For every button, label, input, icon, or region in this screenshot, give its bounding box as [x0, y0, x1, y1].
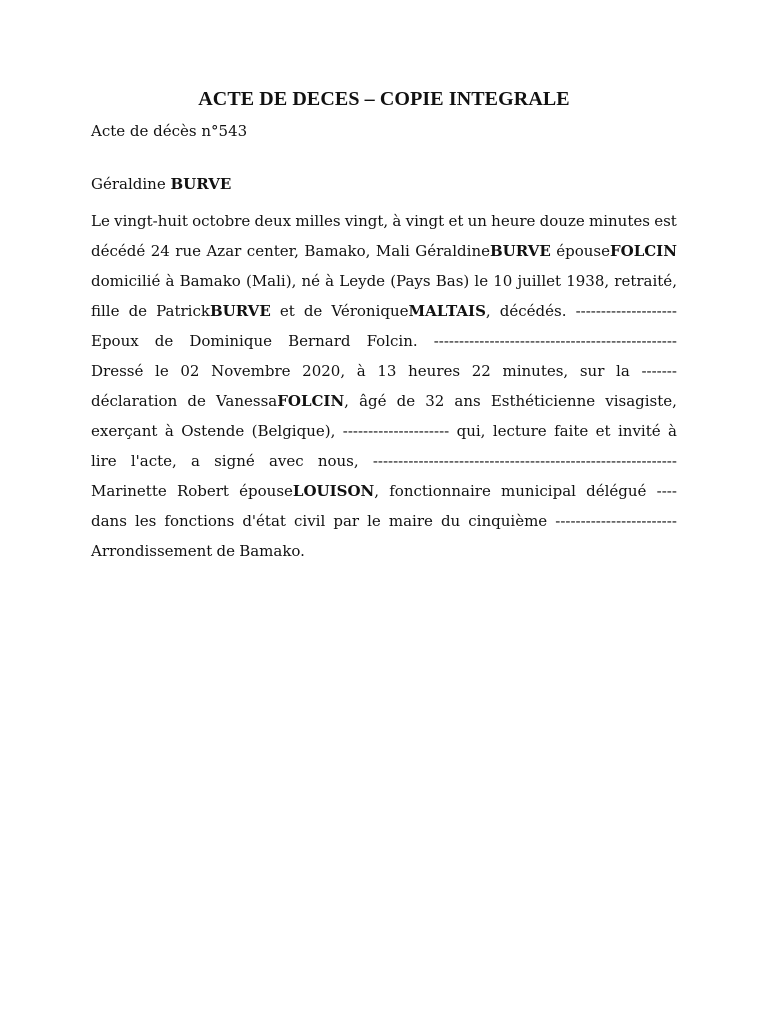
word: [151, 236, 170, 266]
text-run: Dominique: [189, 332, 272, 350]
word: [302, 356, 345, 386]
text-run: rue: [175, 242, 201, 260]
text-run: invité: [617, 422, 661, 440]
word: [491, 206, 535, 236]
word: [641, 356, 676, 386]
word: [500, 296, 567, 326]
text-run: Bas): [435, 272, 470, 290]
text-run: fille: [91, 302, 120, 320]
text-run: âgé: [359, 392, 387, 410]
bold-name: BURVE: [209, 302, 271, 320]
text-run: Mali: [375, 242, 410, 260]
text-run: exerçant: [91, 422, 158, 440]
text-run: ans: [454, 392, 481, 410]
text-run: le: [155, 362, 169, 380]
text-run: de: [187, 392, 206, 410]
body-line: [91, 236, 677, 266]
text-run: est: [654, 212, 677, 230]
deceased-name: [91, 175, 231, 193]
deceased-first-name: Géraldine: [91, 175, 166, 193]
text-run: de: [396, 392, 416, 410]
word: [589, 206, 650, 236]
text-run: heures: [408, 362, 461, 380]
word: [392, 206, 401, 236]
word: [436, 266, 470, 296]
text-run: retraité,: [614, 272, 677, 290]
word: [325, 266, 334, 296]
text-run: -------: [641, 362, 677, 380]
word: [389, 506, 433, 536]
word: [343, 416, 449, 446]
text-run: délégué: [586, 482, 647, 500]
word: [91, 206, 110, 236]
word: [367, 506, 381, 536]
text-run: ,: [485, 302, 491, 320]
text-run: le: [367, 512, 381, 530]
word: [91, 386, 177, 416]
acte-body: [91, 206, 677, 566]
text-run: d'état: [242, 512, 286, 530]
text-run: à: [165, 272, 175, 290]
body-line: [91, 536, 677, 566]
text-run: 24: [150, 242, 170, 260]
word: [131, 446, 177, 476]
text-run: (Belgique),: [251, 422, 336, 440]
text-run: le: [474, 272, 489, 290]
text-run: vingt-huit: [114, 212, 188, 230]
word: [493, 416, 547, 446]
word: [654, 206, 677, 236]
text-run: et: [279, 302, 295, 320]
word: [191, 446, 200, 476]
word: [373, 446, 677, 476]
word: [288, 326, 350, 356]
word: [415, 236, 550, 266]
word: [177, 476, 229, 506]
bold-name: LOUISON: [292, 482, 375, 500]
word: [91, 476, 167, 506]
text-run: ------------------------: [555, 512, 677, 530]
word: [239, 476, 379, 506]
word: [239, 536, 305, 566]
word: [359, 386, 386, 416]
text-run: Géraldine: [415, 242, 490, 260]
text-run: ----: [656, 482, 677, 500]
text-run: Bernard: [288, 332, 351, 350]
word: [408, 356, 460, 386]
word: [605, 386, 677, 416]
text-run: vingt: [405, 212, 445, 230]
text-run: décédés.: [499, 302, 567, 320]
word: [280, 296, 295, 326]
word: [468, 206, 487, 236]
text-run: lire: [91, 452, 117, 470]
text-run: dans: [91, 512, 127, 530]
text-run: à: [325, 272, 335, 290]
text-run: minutes: [589, 212, 650, 230]
word: [304, 296, 322, 326]
word: [517, 266, 561, 296]
text-run: à: [392, 212, 402, 230]
bold-name: BURVE: [490, 242, 551, 260]
word: [618, 416, 661, 446]
word: [555, 506, 677, 536]
word: [540, 206, 585, 236]
word: [91, 536, 212, 566]
text-run: l'acte,: [130, 452, 177, 470]
text-run: fonctions: [164, 512, 235, 530]
text-run: décédé: [91, 242, 146, 260]
text-run: octobre: [192, 212, 251, 230]
word: [180, 356, 199, 386]
word: [211, 356, 290, 386]
text-run: deux: [254, 212, 292, 230]
text-run: cinquième: [468, 512, 548, 530]
text-run: ------------------------------------------------------------: [372, 452, 677, 470]
word: [668, 416, 677, 446]
text-run: visagiste,: [605, 392, 677, 410]
text-run: déclaration: [91, 392, 178, 410]
text-run: ,: [374, 482, 380, 500]
word: [114, 206, 188, 236]
text-run: ------------------------------------------------: [433, 332, 677, 350]
body-line: [91, 476, 677, 506]
word: [301, 266, 320, 296]
word: [91, 236, 145, 266]
text-run: de: [128, 302, 148, 320]
word: [657, 476, 677, 506]
word: [192, 206, 250, 236]
document-title: ACTE DE DECES – COPIE INTEGRALE: [198, 88, 570, 110]
text-run: maire: [388, 512, 433, 530]
text-run: domicilié: [91, 272, 161, 290]
text-run: (Pays: [390, 272, 431, 290]
word: [91, 296, 119, 326]
bold-name: MALTAIS: [408, 302, 486, 320]
word: [156, 296, 271, 326]
text-run: de: [216, 542, 235, 560]
word: [91, 446, 117, 476]
text-run: 13: [377, 362, 397, 380]
text-run: 1938,: [566, 272, 610, 290]
text-run: à: [164, 422, 174, 440]
word: [165, 416, 174, 446]
text-run: heure: [491, 212, 536, 230]
text-run: Bamako.: [239, 542, 305, 560]
deceased-last-name: BURVE: [170, 175, 232, 193]
text-run: sur: [579, 362, 605, 380]
word: [180, 266, 241, 296]
text-run: Dressé: [91, 362, 144, 380]
text-run: Azar: [206, 242, 242, 260]
word: [556, 236, 677, 266]
word: [596, 416, 611, 446]
word: [135, 506, 156, 536]
text-run: Marinette: [91, 482, 167, 500]
word: [474, 266, 488, 296]
word: [91, 416, 157, 446]
word: [566, 266, 609, 296]
text-run: Arrondissement: [91, 542, 213, 560]
text-run: épouse: [556, 242, 610, 260]
word: [580, 356, 605, 386]
text-run: 22: [471, 362, 491, 380]
word: [164, 506, 234, 536]
text-run: du: [440, 512, 461, 530]
body-line: [91, 446, 677, 476]
word: [554, 416, 588, 446]
word: [333, 506, 359, 536]
word: [91, 506, 127, 536]
word: [187, 386, 205, 416]
text-run: né: [301, 272, 321, 290]
word: [129, 296, 147, 326]
word: [472, 356, 491, 386]
text-run: milles: [295, 212, 341, 230]
text-run: Bamako,: [304, 242, 371, 260]
word: [165, 266, 174, 296]
word: [357, 356, 366, 386]
word: [242, 506, 286, 536]
word: [491, 386, 595, 416]
text-run: avec: [268, 452, 304, 470]
word: [155, 356, 169, 386]
word: [586, 476, 646, 506]
text-run: juillet: [517, 272, 562, 290]
text-run: Vanessa: [215, 392, 278, 410]
word: [468, 506, 547, 536]
word: [397, 386, 415, 416]
word: [493, 266, 512, 296]
text-run: fonctionnaire: [389, 482, 491, 500]
text-run: nous,: [317, 452, 359, 470]
word: [91, 266, 160, 296]
word: [269, 446, 304, 476]
word: [376, 236, 410, 266]
body-line: [91, 416, 677, 446]
text-run: Leyde: [339, 272, 386, 290]
text-run: faite: [554, 422, 589, 440]
text-run: (Mali),: [245, 272, 297, 290]
body-line: [91, 206, 677, 236]
text-run: Novembre: [211, 362, 291, 380]
word: [502, 356, 568, 386]
word: [214, 446, 255, 476]
text-run: Robert: [176, 482, 229, 500]
body-line: [91, 356, 677, 386]
text-run: 02: [180, 362, 200, 380]
word: [448, 206, 463, 236]
word: [91, 356, 143, 386]
text-run: les: [134, 512, 157, 530]
text-run: municipal: [501, 482, 576, 500]
text-run: à: [668, 422, 677, 440]
text-run: Folcin.: [366, 332, 418, 350]
text-run: Ostende: [181, 422, 245, 440]
text-run: lecture: [492, 422, 547, 440]
word: [252, 416, 336, 446]
text-run: Véronique: [331, 302, 409, 320]
word: [155, 326, 173, 356]
text-run: de: [303, 302, 323, 320]
word: [91, 326, 139, 356]
word: [614, 266, 677, 296]
word: [255, 206, 292, 236]
word: [247, 236, 299, 266]
bold-name: FOLCIN: [277, 392, 345, 410]
word: [206, 236, 241, 266]
text-run: Bamako: [179, 272, 241, 290]
word: [345, 206, 388, 236]
text-run: 32: [425, 392, 445, 410]
word: [457, 416, 486, 446]
word: [339, 266, 385, 296]
word: [425, 386, 444, 416]
text-run: Esthéticienne: [490, 392, 596, 410]
word: [434, 326, 677, 356]
word: [175, 236, 201, 266]
text-run: douze: [539, 212, 585, 230]
text-run: vingt,: [344, 212, 389, 230]
text-run: Le: [91, 212, 110, 230]
text-run: de: [154, 332, 174, 350]
word: [389, 476, 491, 506]
word: [390, 266, 430, 296]
word: [367, 326, 418, 356]
body-line: [91, 326, 677, 356]
text-run: 10: [493, 272, 513, 290]
word: [576, 296, 677, 326]
body-line: [91, 506, 677, 536]
text-run: par: [333, 512, 360, 530]
word: [295, 206, 340, 236]
text-run: et: [595, 422, 611, 440]
word: [454, 386, 480, 416]
word: [501, 476, 576, 506]
text-run: civil: [294, 512, 326, 530]
word: [318, 446, 359, 476]
word: [216, 386, 349, 416]
word: [217, 536, 235, 566]
text-run: --------------------: [575, 302, 677, 320]
text-run: à: [356, 362, 366, 380]
body-line: [91, 386, 677, 416]
text-run: signé: [214, 452, 255, 470]
word: [246, 266, 296, 296]
text-run: 2020,: [302, 362, 346, 380]
word: [441, 506, 460, 536]
word: [294, 506, 325, 536]
text-run: qui,: [456, 422, 486, 440]
text-run: la: [616, 362, 630, 380]
text-run: Patrick: [156, 302, 210, 320]
text-run: épouse: [239, 482, 293, 500]
text-run: un: [467, 212, 487, 230]
text-run: center,: [246, 242, 299, 260]
word: [181, 416, 244, 446]
word: [616, 356, 630, 386]
text-run: et: [448, 212, 464, 230]
word: [304, 236, 370, 266]
word: [377, 356, 396, 386]
word: [331, 296, 490, 326]
body-line: [91, 296, 677, 326]
word: [406, 206, 445, 236]
text-run: Epoux: [91, 332, 139, 350]
acte-number: Acte de décès n°543: [91, 122, 248, 140]
text-run: a: [190, 452, 200, 470]
text-run: ---------------------: [342, 422, 450, 440]
text-run: ,: [344, 392, 349, 410]
text-run: minutes,: [502, 362, 569, 380]
word: [189, 326, 272, 356]
bold-name: FOLCIN: [609, 242, 677, 260]
body-line: [91, 266, 677, 296]
